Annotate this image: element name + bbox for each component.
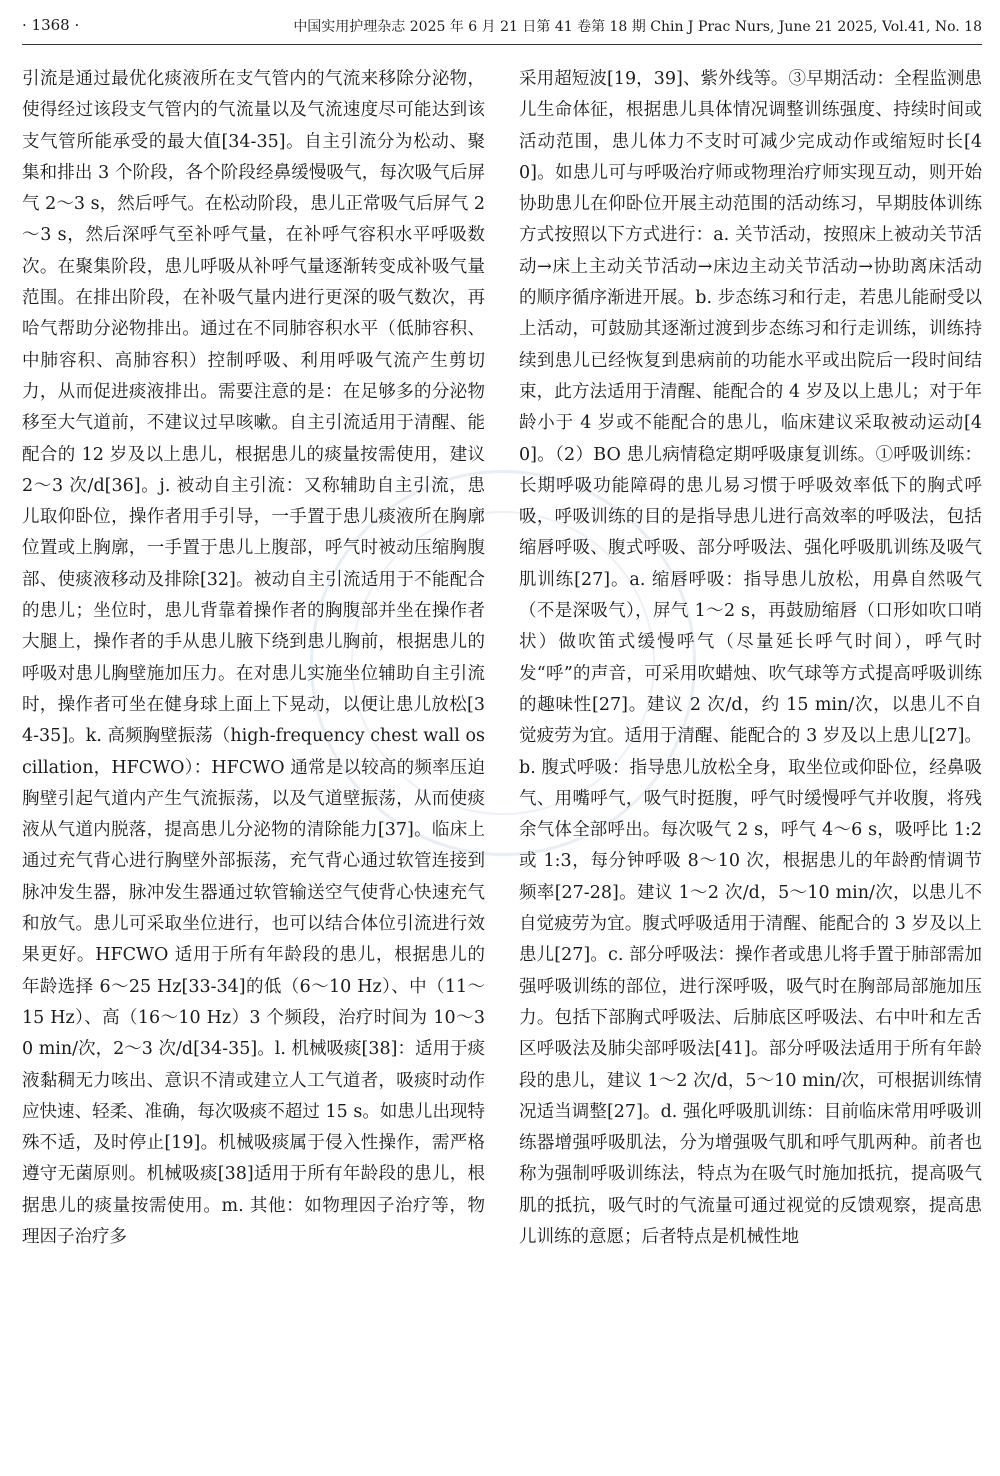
journal-citation: 中国实用护理杂志 2025 年 6 月 21 日第 41 卷第 18 期 Chin J Prac Nurs, June 21 2025, Vol.41, No. 18 [293,19,982,35]
right-column-text: 采用超短波[19，39]、紫外线等。③早期活动：全程监测患儿生命体征，根据患儿具体情况调整训练强度、持续时间或活动范围，患儿体力不支时可减少完成动作或缩短时长[40]。如患儿可与呼吸治疗师或物理治疗师实现互动，则开始协助患儿在仰卧位开展主动范围的活动练习，早期肢体训练方式按照以下方式进行：a. 关节活动，按照床上被动关节活动→床上主动关节活动→床边主动关节活动→协助离床活动的顺序循序渐进开展。b. 步态练习和行走，若患儿能耐受以上活动，可鼓励其逐渐过渡到步态练习和行走训练，训练持续到患儿已经恢复到患病前的功能水平或出院后一段时间结束，此方法适用于清醒、能配合的 4 岁及以上患儿；对于年龄小于 4 岁或不能配合的患儿，临床建议采取被动运动[40]。（2）BO 患儿病情稳定期呼吸康复训练。①呼吸训练：长期呼吸功能障碍的患儿易习惯于呼吸效率低下的胸式呼吸，呼吸训练的目的是指导患儿进行高效率的呼吸法，包括缩唇呼吸、腹式呼吸、部分呼吸法、强化呼吸肌训练及吸气肌训练[27]。a. 缩唇呼吸：指导患儿放松，用鼻自然吸气（不是深吸气），屏气 1～2 s，再鼓励缩唇（口形如吹口哨状）做吹笛式缓慢呼气（尽量延长呼气时间），呼气时发“呼”的声音，可采用吹蜡烛、吹气球等方式提高呼吸训练的趣味性[27]。建议 2 次/d，约 15 min/次，以患儿不自觉疲劳为宜。适用于清醒、能配合的 3 岁及以上患儿[27]。b. 腹式呼吸：指导患儿放松全身，取坐位或仰卧位，经鼻吸气、用嘴呼气，吸气时挺腹，呼气时缓慢呼气并收腹，将残余气体全部呼出。每次吸气 2 s，呼气 4～6 s，吸呼比 1:2 或 1:3，每分钟呼吸 8～10 次，根据患儿的年龄酌情调节频率[27-28]。建议 1～2 次/d，5～10 min/次，以患儿不自觉疲劳为宜。腹式呼吸适用于清醒、能配合的 3 岁及以上患儿[27]。c. 部分呼吸法：操作者或患儿将手置于肺部需加强呼吸训练的部位，进行深呼吸，吸气时在胸部局部施加压力。包括下部胸式呼吸法、后肺底区呼吸法、右中叶和左舌区呼吸法及肺尖部呼吸法[41]。部分呼吸法适用于所有年龄段的患儿，建议 1～2 次/d，5～10 min/次，可根据训练情况适当调整[27]。d. 强化呼吸肌训练：目前临床常用呼吸训练器增强呼吸肌法，分为增强吸气肌和呼气肌两种。前者也称为强制呼吸训练法，特点为在吸气时施加抵抗，提高吸气肌的抵抗，吸气时的气流量可通过视觉的反馈观察，提高患儿训练的意愿；后者特点是机械性地 [519,69,982,1247]
article-body [22,64,982,1464]
page-number: · 1368 · [22,16,80,34]
left-column-text: 引流是通过最优化痰液所在支气管内的气流来移除分泌物，使得经过该段支气管内的气流量以及气流速度尽可能达到该支气管所能承受的最大值[34-35]。自主引流分为松动、聚集和排出 3 个阶段，各个阶段经鼻缓慢吸气，每次吸气后屏气 2～3 s，然后呼气。在松动阶段，患儿正常吸气后屏气 2～3 s，然后深呼气至补呼气量，在补呼气容积水平呼吸数次。在聚集阶段，患儿呼吸从补呼气量逐渐转变成补吸气量范围。在排出阶段，在补吸气量内进行更深的吸气数次，再哈气帮助分泌物排出。通过在不同肺容积水平（低肺容积、中肺容积、高肺容积）控制呼吸、利用呼吸气流产生剪切力，从而促进痰液排出。需要注意的是：在足够多的分泌物移至大气道前，不建议过早咳嗽。自主引流适用于清醒、能配合的 12 岁及以上患儿，根据患儿的痰量按需使用，建议 2～3 次/d[36]。j. 被动自主引流：又称辅助自主引流，患儿取仰卧位，操作者用手引导，一手置于患儿痰液所在胸廓位置或上胸廓，一手置于患儿上腹部，呼气时被动压缩胸腹部、使痰液移动及排除[32]。被动自主引流适用于不能配合的患儿；坐位时，患儿背靠着操作者的胸腹部并坐在操作者大腿上，操作者的手从患儿腋下绕到患儿胸前，根据患儿的呼吸对患儿胸壁施加压力。在对患儿实施坐位辅助自主引流时，操作者可坐在健身球上面上下晃动，以便让患儿放松[34-35]。k. 高频胸壁振荡（high-frequency chest wall oscillation，HFCWO）：HFCWO 通常是以较高的频率压迫胸壁引起气道内产生气流振荡，以及气道壁振荡，从而使痰液从气道内脱落，提高患儿分泌物的清除能力[37]。临床上通过充气背心进行胸壁外部振荡，充气背心通过软管连接到脉冲发生器，脉冲发生器通过软管输送空气使背心快速充气和放气。患儿可采取坐位进行，也可以结合体位引流进行效果更好。HFCWO 适用于所有年龄段的患儿，根据患儿的年龄选择 6～25 Hz[33-34]的低（6～10 Hz）、中（11～15 Hz）、高（16～10 Hz）3 个频段，治疗时间为 10～30 min/次，2～3 次/d[34-35]。l. 机械吸痰[38]：适用于痰液黏稠无力咳出、意识不清或建立人工气道者，吸痰时动作应快速、轻柔、准确，每次吸痰不超过 15 s。如患儿出现特殊不适，及时停止[19]。机械吸痰属于侵入性操作，需严格遵守无菌原则。机械吸痰[38]适用于所有年龄段的患儿，根据患儿的痰量按需使用。m. 其他：如物理因子治疗等，物理因子治疗多 [22,69,485,1247]
left-column [22,64,485,1464]
page-header [22,14,982,45]
right-column [519,64,982,1464]
